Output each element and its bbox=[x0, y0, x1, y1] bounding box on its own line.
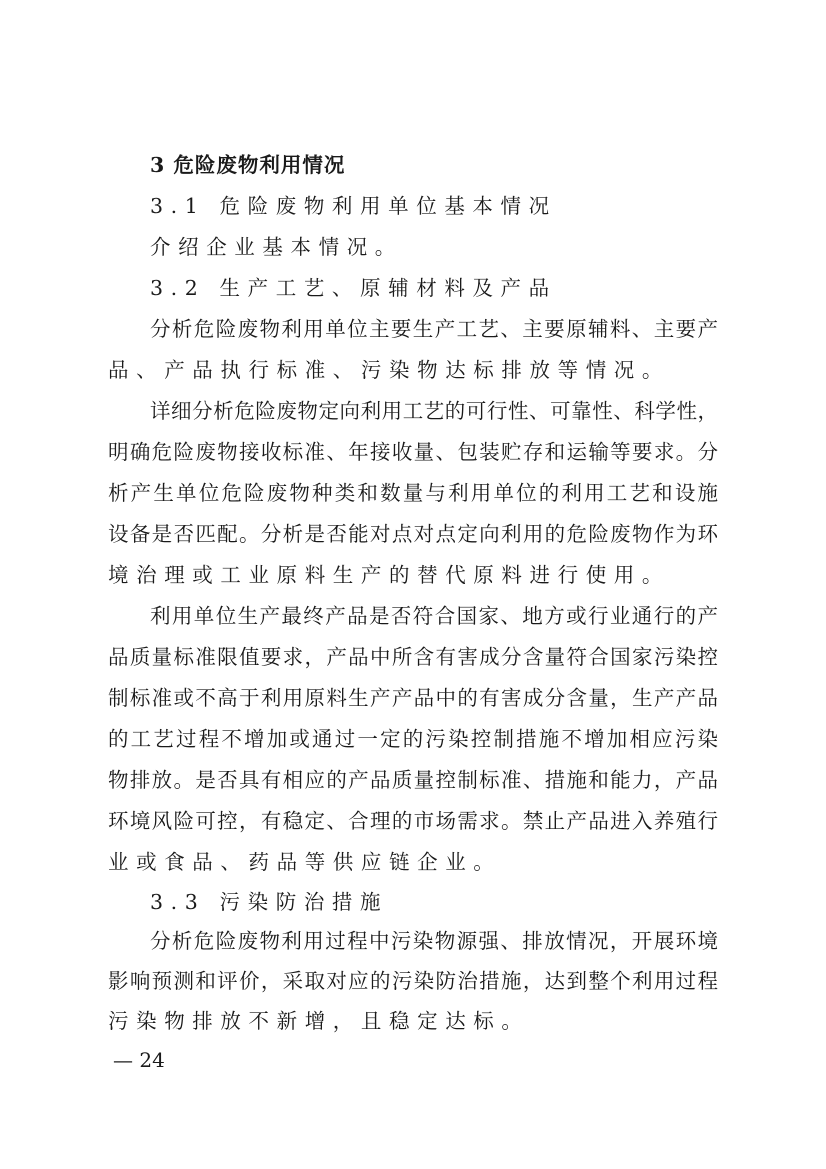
paragraph-line: 境治理或工业原料生产的替代原料进行使用。 bbox=[108, 563, 670, 587]
section-heading: 3 危险废物利用情况 bbox=[150, 153, 346, 177]
paragraph-line: 业或食品、药品等供应链企业。 bbox=[108, 850, 502, 874]
page-number: — 24 bbox=[113, 1048, 165, 1072]
paragraph-line: 介绍企业基本情况。 bbox=[150, 235, 403, 259]
subsection-heading-3-1: 3.1 危险废物利用单位基本情况 bbox=[150, 194, 557, 218]
paragraph-line: 的工艺过程不增加或通过一定的污染控制措施不增加相应污染 bbox=[108, 727, 718, 751]
paragraph-line: 环境风险可控，有稳定、合理的市场需求。禁止产品进入养殖行 bbox=[108, 809, 718, 833]
paragraph-line: 析产生单位危险废物种类和数量与利用单位的利用工艺和设施 bbox=[108, 481, 718, 505]
paragraph-line: 制标准或不高于利用原料生产产品中的有害成分含量，生产产品 bbox=[108, 686, 718, 710]
paragraph-line: 详细分析危险废物定向利用工艺的可行性、可靠性、科学性， bbox=[150, 399, 718, 423]
paragraph-line: 物排放。是否具有相应的产品质量控制标准、措施和能力，产品 bbox=[108, 768, 718, 792]
paragraph-line: 明确危险废物接收标准、年接收量、包装贮存和运输等要求。分 bbox=[108, 440, 718, 464]
paragraph-line: 影响预测和评价，采取对应的污染防治措施，达到整个利用过程 bbox=[108, 969, 718, 993]
paragraph-line: 分析危险废物利用过程中污染物源强、排放情况，开展环境 bbox=[150, 929, 718, 953]
paragraph-line: 设备是否匹配。分析是否能对点对点定向利用的危险废物作为环 bbox=[108, 522, 718, 546]
paragraph-line: 分析危险废物利用单位主要生产工艺、主要原辅料、主要产 bbox=[150, 317, 718, 341]
paragraph-line: 品、产品执行标准、污染物达标排放等情况。 bbox=[108, 358, 670, 382]
paragraph-line: 品质量标准限值要求，产品中所含有害成分含量符合国家污染控 bbox=[108, 645, 718, 669]
paragraph-line: 利用单位生产最终产品是否符合国家、地方或行业通行的产 bbox=[150, 604, 718, 628]
subsection-heading-3-3: 3.3 污染防治措施 bbox=[150, 890, 389, 914]
subsection-heading-3-2: 3.2 生产工艺、原辅材料及产品 bbox=[150, 276, 557, 300]
paragraph-line: 污染物排放不新增，且稳定达标。 bbox=[108, 1009, 530, 1033]
